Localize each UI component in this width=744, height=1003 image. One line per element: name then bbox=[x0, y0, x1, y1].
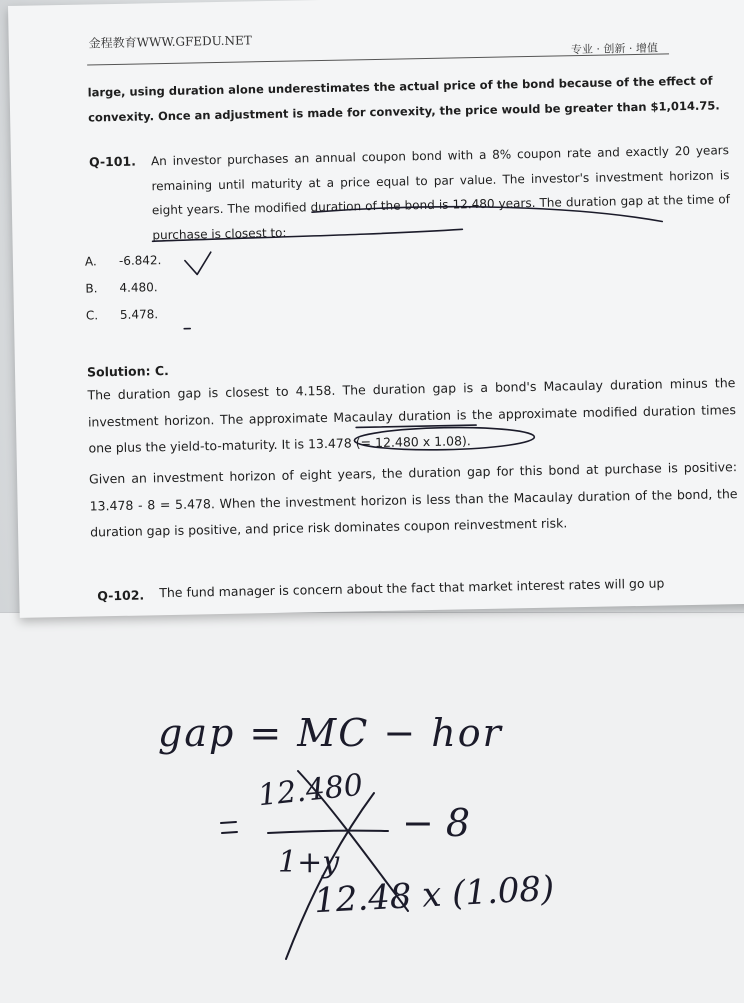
hw-numerator: 12.480 bbox=[256, 768, 364, 814]
check-mark-option-a bbox=[185, 252, 211, 274]
hw-equals-sign bbox=[221, 822, 237, 833]
next-question-text: The fund manager is concern about the fact that market interest rates will go up bbox=[159, 570, 737, 606]
option-a bbox=[85, 253, 162, 268]
option-a-value: -6.842. bbox=[119, 253, 162, 268]
next-question-number: Q-102. bbox=[97, 587, 144, 603]
header-rule bbox=[87, 53, 669, 65]
option-c bbox=[86, 307, 158, 322]
solution-paragraph-2: Given an investment horizon of eight years, the duration gap for this bond at purchase is positive: 13.478 - 8 = 5.478. When the investment horizon is less than the Macaulay duration of the bond, the duration gap is positive, and price risk dominates coupon reinvestment risk. bbox=[89, 454, 738, 546]
question-text: An investor purchases an annual coupon bond with a 8% coupon rate and exactly 20 years remaining until maturity at a price equal to par value. The investor's investment horizon is eight years. The modified duration of the bond is 12.480 years. The duration gap at the time of purchase is closest to: bbox=[151, 138, 731, 247]
hw-gap-line: gap = MC − hor bbox=[158, 711, 503, 755]
hw-minus-eight: − 8 bbox=[402, 801, 470, 845]
option-c-value: 5.478. bbox=[120, 307, 158, 322]
option-b-letter: B. bbox=[85, 281, 119, 296]
hw-denominator: 1+y bbox=[278, 845, 339, 880]
option-c-letter: C. bbox=[86, 308, 120, 323]
handwritten-notes-page bbox=[0, 612, 744, 1003]
hw-product: 12.48 x (1.08) bbox=[313, 869, 555, 922]
question-number: Q-101. bbox=[89, 154, 136, 170]
option-b-value: 4.480. bbox=[119, 280, 157, 295]
solution-title: Solution: C. bbox=[87, 363, 169, 380]
printed-page bbox=[8, 0, 744, 618]
header-tagline: 专业 · 创新 · 增值 bbox=[571, 40, 658, 58]
hw-fraction-bar bbox=[268, 831, 388, 833]
option-b bbox=[85, 280, 157, 295]
solution-paragraph-1: The duration gap is closest to 4.158. The duration gap is a bond's Macaulay duration minus the investment horizon. The approximate Macaulay duration is the approximate modified duration times one plus the yield-to-maturity. It is 13.478 (= 12.480 x 1.08). bbox=[87, 370, 736, 462]
intro-paragraph: large, using duration alone underestimates the actual price of the bond because of the effect of convexity. Once an adjustment is made for convexity, the price would be greater than $1,014.75. bbox=[87, 68, 728, 130]
header-brand: 金程教育WWW.GFEDU.NET bbox=[89, 31, 252, 51]
option-a-letter: A. bbox=[85, 254, 119, 269]
